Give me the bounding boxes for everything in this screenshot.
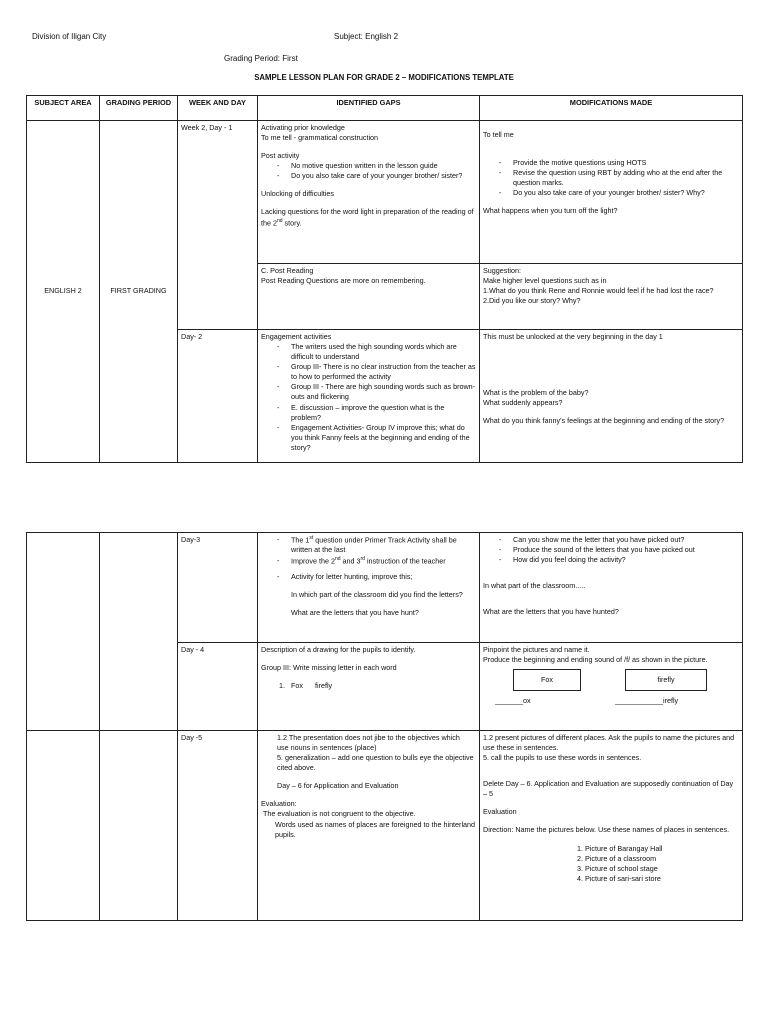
call-pupils: 5. call the pupils to use these words in sentences.: [483, 753, 642, 763]
day2-mods-cell: [480, 330, 743, 463]
grading-cell-2: [100, 533, 178, 731]
hunt-question: What are the letters that you have hunt?: [291, 608, 419, 618]
list-item: 2. Picture of a classroom: [585, 854, 739, 864]
list-item: - Do you also take care of your younger brother/ sister? Why?: [513, 188, 739, 198]
list-item: - E. discussion – improve the question what is the problem?: [291, 403, 476, 423]
day3-week: Day-3: [181, 535, 201, 544]
list-item: 4. Picture of sari-sari store: [585, 874, 739, 884]
subject-area-cell-3: [27, 731, 100, 921]
subject-area-cell: [27, 121, 100, 463]
list-item: 1. Picture of Barangay Hall: [585, 844, 739, 854]
lesson-plan-table-1: [26, 95, 743, 463]
list-item: - Activity for letter hunting, improve this;: [291, 572, 476, 582]
day4-week-cell: [178, 643, 258, 731]
day4-gaps-cell: [258, 643, 480, 731]
grading-cell: [100, 121, 178, 463]
group3-instruction: Group III: Write missing letter in each word: [261, 663, 397, 673]
post-reading-mods-cell: [480, 264, 743, 330]
problem-question: What is the problem of the baby?: [483, 388, 589, 398]
pictures-list: [483, 844, 739, 884]
day1-mods-cell: [480, 121, 743, 264]
fox-picture-box: Fox: [513, 669, 581, 691]
day3-week-cell: [178, 533, 258, 643]
division-label: Division of Iligan City: [32, 32, 107, 41]
evaluation-label: Evaluation:: [261, 799, 297, 809]
to-me-tell: To me tell - grammatical construction: [261, 133, 379, 143]
col-week-and-day: WEEK AND DAY: [178, 96, 258, 121]
firefly-picture-box: firefly: [625, 669, 707, 691]
document-title: SAMPLE LESSON PLAN FOR GRADE 2 – MODIFICATIONS TEMPLATE: [254, 73, 514, 82]
post-reading-title: C. Post Reading: [261, 266, 314, 275]
suggestion-label: Suggestion:: [483, 266, 521, 275]
day4-week: Day - 4: [181, 645, 205, 654]
col-identified-gaps: IDENTIFIED GAPS: [258, 96, 480, 121]
day1-gaps-list: [261, 161, 476, 181]
fox-blank: _______ox: [495, 696, 531, 706]
list-item: - Produce the sound of the letters that you have picked out: [513, 545, 739, 555]
fanny-question: What do you think fanny's feelings at the beginning and ending of the story?: [483, 416, 725, 426]
list-item: - No motive question written in the lesson guide: [291, 161, 476, 171]
day5-week-cell: [178, 731, 258, 921]
day2-gaps-list: [261, 342, 476, 453]
list-item: - Group III- There is no clear instruction from the teacher as to how to performed the activity: [291, 362, 476, 382]
delete-day6: Delete Day – 6. Application and Evaluation are supposedly continuation of Day – 5: [483, 779, 734, 799]
drawing-description: Description of a drawing for the pupils to identify.: [261, 645, 416, 654]
day3-mods-cell: [480, 533, 743, 643]
make-higher: Make higher level questions such as in: [483, 276, 607, 286]
produce-text: Produce the beginning and ending sound of /f/ as shown in the picture.: [483, 655, 708, 665]
hunted-question: What are the letters that you have hunted?: [483, 607, 619, 617]
suddenly-question: What suddenly appears?: [483, 398, 563, 408]
post-reading-text: Post Reading Questions are more on remembering.: [261, 276, 426, 286]
which-part-question: In which part of the classroom did you find the letters?: [291, 590, 463, 600]
unlock-note: This must be unlocked at the very beginning in the day 1: [483, 332, 663, 341]
lesson-plan-table-2: [26, 532, 743, 921]
table-row-day5: [27, 731, 743, 921]
presentation-gap: 1.2 The presentation does not jibe to the objectives which use nouns in sentences (place): [277, 733, 460, 753]
day6-note: Day – 6 for Application and Evaluation: [277, 781, 399, 791]
engagement-title: Engagement activities: [261, 332, 332, 341]
day2-gaps-cell: [258, 330, 480, 463]
light-question: What happens when you turn off the light?: [483, 206, 618, 216]
day1-gaps-cell: [258, 121, 480, 264]
list-item: - Engagement Activities- Group IV improve this; what do you think Fanny feels at the beginning and ending of the story?: [291, 423, 476, 453]
evaluation-gap: The evaluation is not congruent to the objective.: [263, 809, 416, 819]
direction-text: Direction: Name the pictures below. Use these names of places in sentences.: [483, 825, 730, 835]
grading-cell-3: [100, 731, 178, 921]
present-pictures: 1.2 present pictures of different places. Ask the pupils to name the pictures and use these in sentences.: [483, 733, 735, 753]
grading-period-label: Grading Period: First: [224, 54, 298, 63]
day2-week: Day- 2: [181, 332, 203, 341]
post-reading-gaps-cell: [258, 264, 480, 330]
firefly-blank: ____________irefly: [615, 696, 679, 706]
list-item: - Revise the question using RBT by adding who at the end after the question marks.: [513, 168, 739, 188]
post-activity: Post activity: [261, 151, 300, 161]
day2-week-cell: [178, 330, 258, 463]
col-grading-period: GRADING PERIOD: [100, 96, 178, 121]
what-part: In what part of the classroom.....: [483, 581, 586, 591]
list-item: - Improve the 2nd and 3rd instruction of the teacher: [291, 556, 476, 566]
day1-mods-list: [483, 158, 739, 198]
day5-mods-cell: [480, 731, 743, 921]
missing-letter-item: [261, 681, 476, 691]
suggestion-q1: 1.What do you think Rene and Ronnie would feel if he had lost the race?: [483, 286, 714, 296]
day3-mods-list: [483, 535, 739, 565]
day1-week-cell: [178, 121, 258, 330]
list-item: - Group III - There are high sounding words such as brown-outs and flickering: [291, 382, 476, 402]
day3-gaps-cell: [258, 533, 480, 643]
col-modifications-made: MODIFICATIONS MADE: [480, 96, 743, 121]
subject-label: Subject: English 2: [334, 32, 399, 41]
day5-week: Day -5: [181, 733, 203, 742]
lacking-questions: Lacking questions for the word light in preparation of the reading of the 2nd story.: [261, 207, 474, 227]
subject-area-value: ENGLISH 2: [44, 286, 82, 296]
day3-gaps-list: [261, 535, 476, 566]
words-gap: Words used as names of places are foreigned to the hinterland pupils.: [275, 819, 476, 839]
unlocking-difficulties: Unlocking of difficulties: [261, 189, 334, 199]
col-subject-area: SUBJECT AREA: [27, 96, 100, 121]
item-firefly: firefly: [314, 681, 333, 691]
list-item: - Provide the motive questions using HOTS: [513, 158, 739, 168]
list-item: - Can you show me the letter that you have picked out?: [513, 535, 739, 545]
day5-gaps-cell: [258, 731, 480, 921]
item-fox: Fox: [291, 681, 303, 691]
list-item: - The 1st question under Primer Track Activity shall be written at the last: [291, 535, 476, 556]
subject-area-cell-2: [27, 533, 100, 731]
table-row-day3: [27, 533, 743, 643]
evaluation-heading: Evaluation: [483, 807, 517, 817]
list-item: - The writers used the high sounding words which are difficult to understand: [291, 342, 476, 362]
table-row-day1: [27, 121, 743, 264]
item-number: 1.: [279, 681, 285, 691]
day4-mods-cell: [480, 643, 743, 731]
table-header-row: [27, 96, 743, 121]
list-item: 3. Picture of school stage: [585, 864, 739, 874]
list-item: - Do you also take care of your younger brother/ sister?: [291, 171, 476, 181]
generalization-gap: 5. generalization – add one question to bulls eye the objective cited above.: [277, 753, 474, 773]
suggestion-q2: 2.Did you like our story? Why?: [483, 296, 581, 306]
day1-week: Week 2, Day - 1: [181, 123, 233, 132]
to-tell-me: To tell me: [483, 130, 514, 139]
grading-value: FIRST GRADING: [110, 286, 167, 296]
list-item: - How did you feel doing the activity?: [513, 555, 739, 565]
pinpoint-text: Pinpoint the pictures and name it.: [483, 645, 590, 654]
activating-prior-knowledge: Activating prior knowledge: [261, 123, 345, 132]
